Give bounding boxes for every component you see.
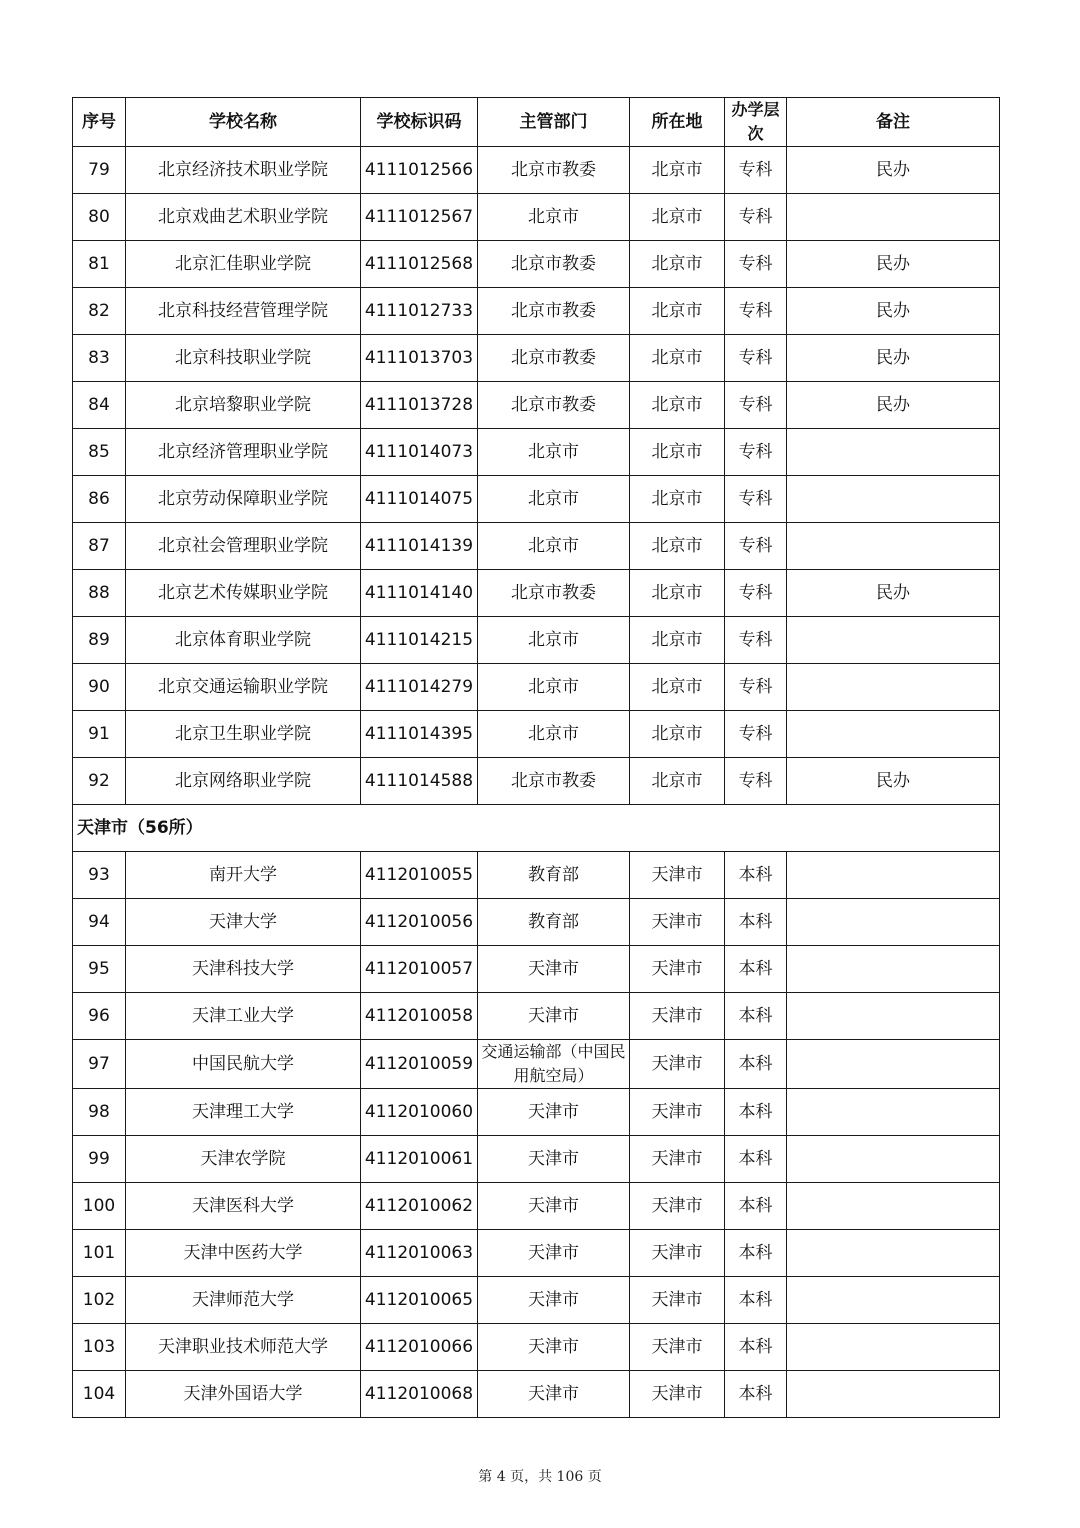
cell-index: 79 [73, 147, 126, 194]
cell-school-name: 北京科技职业学院 [126, 335, 361, 382]
table-row [73, 288, 1000, 335]
cell-school-code: 4111012568 [361, 241, 478, 288]
cell-index: 85 [73, 429, 126, 476]
cell-level: 本科 [725, 899, 787, 946]
cell-school-name: 天津医科大学 [126, 1183, 361, 1230]
cell-school-name: 南开大学 [126, 852, 361, 899]
cell-school-name: 天津外国语大学 [126, 1371, 361, 1418]
table-row [73, 993, 1000, 1040]
cell-level: 本科 [725, 1277, 787, 1324]
cell-remarks [787, 1136, 1000, 1183]
table-row [73, 1136, 1000, 1183]
cell-level: 专科 [725, 241, 787, 288]
cell-department: 北京市教委 [478, 335, 630, 382]
table-row [73, 382, 1000, 429]
cell-school-code: 4111014075 [361, 476, 478, 523]
school-list-table [72, 97, 1000, 1418]
table-row [73, 570, 1000, 617]
cell-remarks [787, 1371, 1000, 1418]
cell-school-name: 北京体育职业学院 [126, 617, 361, 664]
cell-location: 天津市 [630, 1040, 725, 1089]
cell-level: 专科 [725, 664, 787, 711]
cell-department: 北京市 [478, 711, 630, 758]
cell-location: 北京市 [630, 664, 725, 711]
cell-index: 92 [73, 758, 126, 805]
cell-department: 教育部 [478, 899, 630, 946]
cell-location: 天津市 [630, 1136, 725, 1183]
cell-department: 天津市 [478, 1277, 630, 1324]
cell-remarks: 民办 [787, 288, 1000, 335]
table-row [73, 1277, 1000, 1324]
table-header [73, 98, 1000, 147]
table-row [73, 899, 1000, 946]
cell-level: 本科 [725, 1324, 787, 1371]
cell-location: 北京市 [630, 570, 725, 617]
cell-level: 专科 [725, 288, 787, 335]
cell-remarks [787, 1089, 1000, 1136]
cell-location: 天津市 [630, 1371, 725, 1418]
cell-location: 天津市 [630, 1230, 725, 1277]
cell-school-name: 北京戏曲艺术职业学院 [126, 194, 361, 241]
header-department: 主管部门 [478, 98, 630, 147]
cell-remarks: 民办 [787, 241, 1000, 288]
cell-school-code: 4111013703 [361, 335, 478, 382]
cell-index: 99 [73, 1136, 126, 1183]
cell-department: 天津市 [478, 1371, 630, 1418]
cell-location: 北京市 [630, 194, 725, 241]
cell-level: 本科 [725, 852, 787, 899]
cell-department: 北京市教委 [478, 241, 630, 288]
cell-school-code: 4112010055 [361, 852, 478, 899]
header-remarks: 备注 [787, 98, 1000, 147]
cell-level: 专科 [725, 523, 787, 570]
cell-school-name: 天津科技大学 [126, 946, 361, 993]
cell-index: 89 [73, 617, 126, 664]
cell-school-code: 4111014395 [361, 711, 478, 758]
cell-school-code: 4112010060 [361, 1089, 478, 1136]
cell-location: 天津市 [630, 1277, 725, 1324]
cell-school-name: 北京艺术传媒职业学院 [126, 570, 361, 617]
table-row [73, 241, 1000, 288]
cell-index: 90 [73, 664, 126, 711]
cell-school-name: 北京网络职业学院 [126, 758, 361, 805]
cell-department: 天津市 [478, 946, 630, 993]
cell-level: 本科 [725, 1089, 787, 1136]
cell-location: 北京市 [630, 476, 725, 523]
cell-index: 98 [73, 1089, 126, 1136]
table-row [73, 1324, 1000, 1371]
cell-location: 天津市 [630, 899, 725, 946]
table-row [73, 1089, 1000, 1136]
cell-school-name: 天津农学院 [126, 1136, 361, 1183]
cell-department: 天津市 [478, 1183, 630, 1230]
cell-remarks [787, 1040, 1000, 1089]
cell-index: 100 [73, 1183, 126, 1230]
cell-school-code: 4112010062 [361, 1183, 478, 1230]
cell-school-name: 北京社会管理职业学院 [126, 523, 361, 570]
cell-location: 北京市 [630, 523, 725, 570]
cell-department: 天津市 [478, 1324, 630, 1371]
table-row [73, 523, 1000, 570]
table-row [73, 1183, 1000, 1230]
cell-school-code: 4111014073 [361, 429, 478, 476]
cell-department: 天津市 [478, 1089, 630, 1136]
header-level: 办学层次 [725, 98, 787, 147]
cell-index: 102 [73, 1277, 126, 1324]
cell-school-code: 4111014140 [361, 570, 478, 617]
cell-department: 交通运输部（中国民用航空局） [478, 1040, 630, 1089]
cell-department: 北京市教委 [478, 382, 630, 429]
cell-remarks [787, 429, 1000, 476]
cell-school-name: 北京经济技术职业学院 [126, 147, 361, 194]
cell-level: 专科 [725, 476, 787, 523]
cell-remarks [787, 194, 1000, 241]
table-row [73, 617, 1000, 664]
cell-school-name: 天津大学 [126, 899, 361, 946]
cell-index: 81 [73, 241, 126, 288]
cell-level: 本科 [725, 1371, 787, 1418]
cell-remarks [787, 993, 1000, 1040]
cell-index: 86 [73, 476, 126, 523]
cell-department: 北京市教委 [478, 288, 630, 335]
cell-school-code: 4112010059 [361, 1040, 478, 1089]
cell-index: 83 [73, 335, 126, 382]
cell-location: 天津市 [630, 852, 725, 899]
cell-index: 82 [73, 288, 126, 335]
table-row [73, 335, 1000, 382]
header-school-code: 学校标识码 [361, 98, 478, 147]
table-row [73, 147, 1000, 194]
cell-remarks [787, 617, 1000, 664]
cell-location: 天津市 [630, 1183, 725, 1230]
cell-remarks: 民办 [787, 147, 1000, 194]
cell-location: 天津市 [630, 1324, 725, 1371]
cell-school-name: 北京卫生职业学院 [126, 711, 361, 758]
cell-school-name: 北京劳动保障职业学院 [126, 476, 361, 523]
cell-school-code: 4111012566 [361, 147, 478, 194]
cell-location: 北京市 [630, 382, 725, 429]
header-school-name: 学校名称 [126, 98, 361, 147]
cell-location: 北京市 [630, 147, 725, 194]
cell-location: 北京市 [630, 288, 725, 335]
cell-school-code: 4112010056 [361, 899, 478, 946]
cell-remarks [787, 899, 1000, 946]
cell-school-code: 4112010066 [361, 1324, 478, 1371]
cell-school-name: 北京培黎职业学院 [126, 382, 361, 429]
table-row [73, 1040, 1000, 1089]
page-footer: 第 4 页，共 106 页 [478, 1469, 602, 1485]
cell-school-name: 北京汇佳职业学院 [126, 241, 361, 288]
cell-school-code: 4112010061 [361, 1136, 478, 1183]
cell-level: 本科 [725, 1183, 787, 1230]
cell-school-code: 4111014215 [361, 617, 478, 664]
cell-department: 北京市 [478, 523, 630, 570]
cell-level: 专科 [725, 758, 787, 805]
cell-school-code: 4112010058 [361, 993, 478, 1040]
cell-school-code: 4111014279 [361, 664, 478, 711]
cell-department: 北京市 [478, 664, 630, 711]
cell-index: 94 [73, 899, 126, 946]
cell-department: 北京市 [478, 476, 630, 523]
cell-location: 天津市 [630, 946, 725, 993]
cell-school-code: 4112010065 [361, 1277, 478, 1324]
cell-school-name: 中国民航大学 [126, 1040, 361, 1089]
cell-index: 84 [73, 382, 126, 429]
cell-location: 北京市 [630, 241, 725, 288]
cell-remarks [787, 711, 1000, 758]
cell-location: 天津市 [630, 1089, 725, 1136]
cell-location: 北京市 [630, 758, 725, 805]
cell-school-name: 天津职业技术师范大学 [126, 1324, 361, 1371]
cell-school-code: 4111014588 [361, 758, 478, 805]
cell-level: 本科 [725, 1230, 787, 1277]
header-location: 所在地 [630, 98, 725, 147]
cell-department: 北京市教委 [478, 570, 630, 617]
cell-department: 北京市 [478, 194, 630, 241]
cell-index: 103 [73, 1324, 126, 1371]
header-row [73, 98, 1000, 147]
cell-index: 101 [73, 1230, 126, 1277]
cell-level: 本科 [725, 1136, 787, 1183]
table-row [73, 476, 1000, 523]
table-row [73, 852, 1000, 899]
cell-location: 北京市 [630, 711, 725, 758]
header-index: 序号 [73, 98, 126, 147]
table-row [73, 1230, 1000, 1277]
cell-location: 北京市 [630, 429, 725, 476]
cell-school-name: 天津师范大学 [126, 1277, 361, 1324]
table-row [73, 711, 1000, 758]
cell-index: 80 [73, 194, 126, 241]
cell-department: 天津市 [478, 1230, 630, 1277]
cell-level: 专科 [725, 147, 787, 194]
cell-index: 95 [73, 946, 126, 993]
section-row [73, 805, 1000, 852]
cell-school-code: 4111012567 [361, 194, 478, 241]
cell-school-name: 北京经济管理职业学院 [126, 429, 361, 476]
cell-remarks [787, 1324, 1000, 1371]
cell-school-name: 北京科技经营管理学院 [126, 288, 361, 335]
cell-level: 专科 [725, 382, 787, 429]
section-title: 天津市（56所） [73, 805, 1000, 852]
cell-index: 91 [73, 711, 126, 758]
cell-index: 87 [73, 523, 126, 570]
cell-remarks [787, 946, 1000, 993]
table-row [73, 946, 1000, 993]
cell-school-name: 天津理工大学 [126, 1089, 361, 1136]
cell-school-code: 4112010063 [361, 1230, 478, 1277]
table-row [73, 194, 1000, 241]
cell-level: 本科 [725, 946, 787, 993]
cell-index: 104 [73, 1371, 126, 1418]
cell-school-code: 4111013728 [361, 382, 478, 429]
cell-school-code: 4112010068 [361, 1371, 478, 1418]
cell-location: 北京市 [630, 335, 725, 382]
cell-index: 96 [73, 993, 126, 1040]
cell-remarks [787, 1230, 1000, 1277]
cell-school-code: 4111014139 [361, 523, 478, 570]
cell-level: 本科 [725, 1040, 787, 1089]
cell-index: 88 [73, 570, 126, 617]
cell-remarks [787, 664, 1000, 711]
cell-department: 北京市 [478, 429, 630, 476]
cell-remarks [787, 852, 1000, 899]
cell-level: 专科 [725, 335, 787, 382]
table-row [73, 1371, 1000, 1418]
cell-department: 教育部 [478, 852, 630, 899]
cell-level: 专科 [725, 570, 787, 617]
cell-location: 北京市 [630, 617, 725, 664]
cell-remarks [787, 523, 1000, 570]
cell-remarks [787, 1277, 1000, 1324]
cell-level: 专科 [725, 617, 787, 664]
cell-location: 天津市 [630, 993, 725, 1040]
cell-index: 93 [73, 852, 126, 899]
cell-school-name: 天津中医药大学 [126, 1230, 361, 1277]
cell-remarks [787, 1183, 1000, 1230]
cell-school-name: 北京交通运输职业学院 [126, 664, 361, 711]
cell-remarks: 民办 [787, 382, 1000, 429]
cell-level: 专科 [725, 711, 787, 758]
cell-level: 专科 [725, 194, 787, 241]
cell-remarks: 民办 [787, 758, 1000, 805]
cell-level: 本科 [725, 993, 787, 1040]
cell-index: 97 [73, 1040, 126, 1089]
cell-school-name: 天津工业大学 [126, 993, 361, 1040]
cell-department: 北京市教委 [478, 147, 630, 194]
cell-department: 天津市 [478, 993, 630, 1040]
cell-school-code: 4111012733 [361, 288, 478, 335]
cell-remarks: 民办 [787, 335, 1000, 382]
cell-school-code: 4112010057 [361, 946, 478, 993]
table-row [73, 664, 1000, 711]
cell-remarks [787, 476, 1000, 523]
cell-department: 天津市 [478, 1136, 630, 1183]
cell-remarks: 民办 [787, 570, 1000, 617]
table-row [73, 758, 1000, 805]
table-body [73, 147, 1000, 1418]
cell-level: 专科 [725, 429, 787, 476]
table-row [73, 429, 1000, 476]
cell-department: 北京市教委 [478, 758, 630, 805]
cell-department: 北京市 [478, 617, 630, 664]
